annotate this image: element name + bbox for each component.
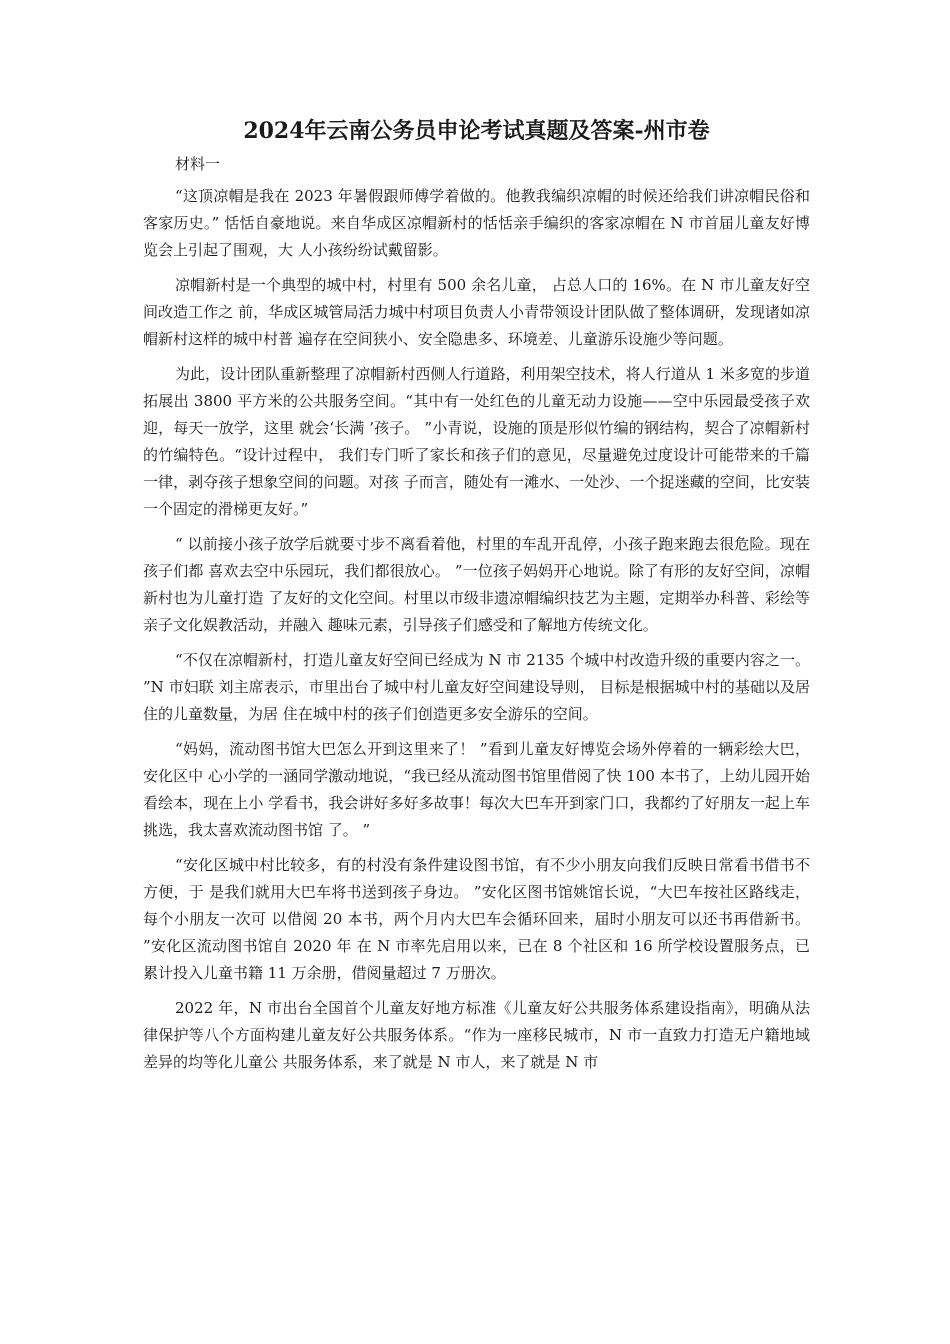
paragraph-1: “这顶凉帽是我在 2023 年暑假跟师傅学着做的。他教我编织凉帽的时候还给我们讲凉帽民俗和客家历史。” 恬恬自豪地说。来自华成区凉帽新村的恬恬亲手编织的客家凉帽在 N 市首届儿童友好博览会上引起了围观，大 人小孩纷纷试戴留影。 bbox=[143, 187, 810, 259]
document-body bbox=[143, 113, 810, 1084]
paragraph-3: 为此，设计团队重新整理了凉帽新村西侧人行道路，利用架空技术，将人行道从 1 米多宽的步道拓展出 3800 平方米的公共服务空间。“其中有一处红色的儿童无动力设施——空中乐园最受孩子欢迎，每天一放学，这里 就会‘长满 ’孩子。 ”小青说，设施的顶是形似竹编的钢结构，契合了凉帽新村的竹编特色。“设计过程中， 我们专门听了家长和孩子们的意见，尽量避免过度设计可能带来的千篇一律，剥夺孩子想象空间的问题。对孩 子而言，随处有一滩水、一处沙、一个捉迷藏的空间，比安装一个固定的滑梯更友好。” bbox=[143, 365, 810, 518]
paragraph-4: “ 以前接小孩子放学后就要寸步不离看着他，村里的车乱开乱停，小孩子跑来跑去很危险。现在孩子们都 喜欢去空中乐园玩，我们都很放心。 ”一位孩子妈妈开心地说。除了有形的友好空间，凉帽新村也为儿童打造 了友好的文化空间。村里以市级非遗凉帽编织技艺为主题，定期举办科普、彩绘等亲子文化娱教活动，并融入 趣味元素，引导孩子们感受和了解地方传统文化。 bbox=[143, 535, 810, 634]
paragraph-7: “安化区城中村比较多，有的村没有条件建设图书馆，有不少小朋友向我们反映日常看书借书不方便，于 是我们就用大巴车将书送到孩子身边。 ”安化区图书馆姚馆长说，“大巴车按社区路线走，每个小朋友一次可 以借阅 20 本书，两个月内大巴车会循环回来，届时小朋友可以还书再借新书。 ”安化区流动图书馆自 2020 年 在 N 市率先启用以来，已在 8 个社区和 16 所学校设置服务点，已累计投入儿童书籍 11 万余册，借阅量超过 7 万册次。 bbox=[143, 856, 810, 982]
document-title: 2024年云南公务员申论考试真题及答案-州市卷 bbox=[243, 118, 710, 144]
section-label: 材料一 bbox=[175, 155, 221, 173]
paragraph-5: “不仅在凉帽新村，打造儿童友好空间已经成为 N 市 2135 个城中村改造升级的重要内容之一。 ”N 市妇联 刘主席表示，市里出台了城中村儿童友好空间建设导则， 目标是根据城中村的基础以及居住的儿童数量，为居 住在城中村的孩子们创造更多安全游乐的空间。 bbox=[143, 651, 810, 723]
paragraph-6: “妈妈，流动图书馆大巴怎么开到这里来了！ ”看到儿童友好博览会场外停着的一辆彩绘大巴，安化区中 心小学的一涵同学激动地说，“我已经从流动图书馆里借阅了快 100 本书了，上幼儿园开始看绘本，现在上小 学看书，我会讲好多好多故事！每次大巴车开到家门口，我都约了好朋友一起上车挑选，我太喜欢流动图书馆 了。 ” bbox=[143, 740, 810, 839]
paragraph-2: 凉帽新村是一个典型的城中村，村里有 500 余名儿童， 占总人口的 16%。在 N 市儿童友好空间改造工作之 前，华成区城管局活力城中村项目负责人小青带领设计团队做了整体调研，发现诸如凉帽新村这样的城中村普 遍存在空间狭小、安全隐患多、环境差、儿童游乐设施少等问题。 bbox=[143, 276, 810, 348]
paragraph-8: 2022 年，N 市出台全国首个儿童友好地方标准《儿童友好公共服务体系建设指南》，明确从法律保护等八个方面构建儿童友好公共服务体系。“作为一座移民城市，N 市一直致力打造无户籍地域差异的均等化儿童公 共服务体系，来了就是 N 市人，来了就是 N 市 bbox=[143, 999, 810, 1071]
